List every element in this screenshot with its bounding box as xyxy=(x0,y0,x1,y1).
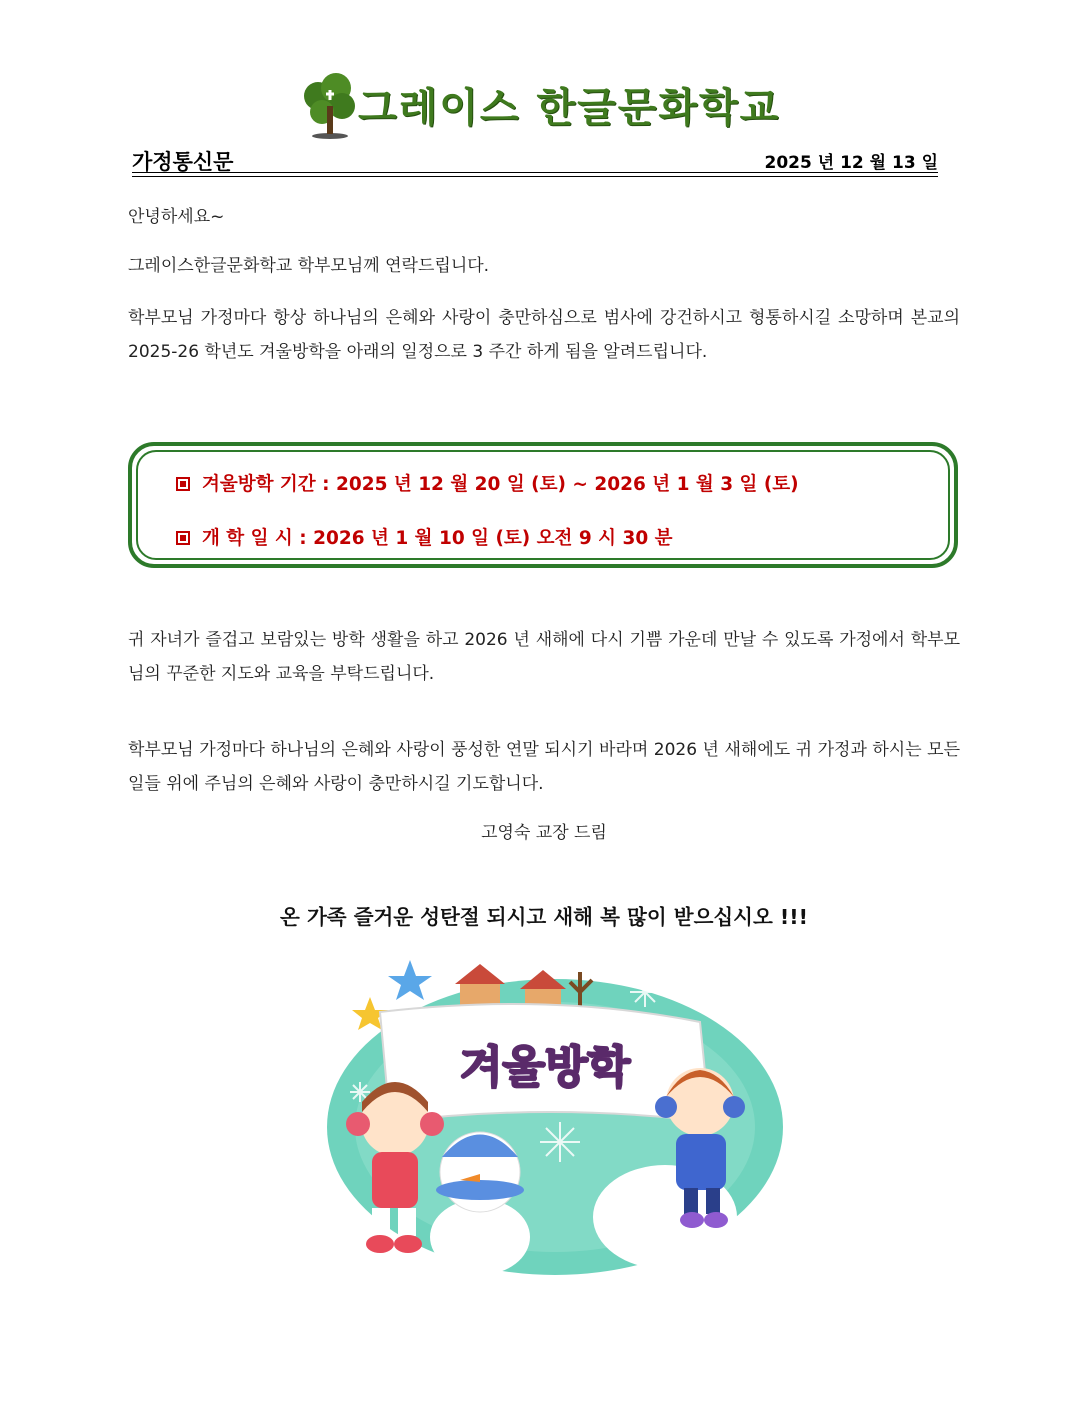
intro-line: 그레이스한글문화학교 학부모님께 연락드립니다. xyxy=(128,256,490,276)
page-title: 가정통신문 xyxy=(132,150,234,174)
issue-date: 2025 년 12 월 13 일 xyxy=(764,153,938,173)
title-divider-double xyxy=(132,176,938,177)
notice-line-vacation xyxy=(176,470,799,496)
signature: 고영숙 교장 드림 xyxy=(481,823,607,843)
banner-text: 겨울방학 xyxy=(459,1042,631,1093)
school-name: 그레이스 한글문화학교 xyxy=(358,85,781,131)
winter-scene-icon xyxy=(310,952,790,1282)
square-bullet-icon xyxy=(176,477,190,491)
square-bullet-icon xyxy=(176,531,190,545)
closing-message: 온 가족 즐거운 성탄절 되시고 새해 복 많이 받으십시오 !!! xyxy=(280,905,808,929)
greeting: 안녕하세요~ xyxy=(128,207,225,227)
title-row xyxy=(132,144,938,174)
paragraph-1: 학부모님 가정마다 항상 하나님의 은혜와 사랑이 충만하심으로 범사에 강건하시고 형통하시길 소망하며 본교의 2025-26 학년도 겨울방학을 아래의 일정으로 3 주간 하게 됨을 알려드립니다. xyxy=(128,308,960,362)
notice-line-reopen xyxy=(176,524,673,550)
reopen-datetime: 개 학 일 시 : 2026 년 1 월 10 일 (토) 오전 9 시 30 분 xyxy=(202,528,673,549)
title-divider xyxy=(132,172,938,173)
paragraph-2: 귀 자녀가 즐겁고 보람있는 방학 생활을 하고 2026 년 새해에 다시 기쁨 가운데 만날 수 있도록 가정에서 학부모님의 꾸준한 지도와 교육을 부탁드립니다. xyxy=(128,630,960,684)
tree-logo-icon xyxy=(300,70,360,142)
paragraph-3: 학부모님 가정마다 하나님의 은혜와 사랑이 풍성한 연말 되시기 바라며 2026 년 새해에도 귀 가정과 하시는 모든 일들 위에 주님의 은혜와 사랑이 충만하시길 기도합니다. xyxy=(128,740,960,794)
winter-vacation-illustration xyxy=(310,952,790,1282)
school-logo xyxy=(300,70,790,142)
notice-box xyxy=(128,442,958,568)
vacation-period: 겨울방학 기간 : 2025 년 12 월 20 일 (토) ~ 2026 년 1 월 3 일 (토) xyxy=(202,474,799,495)
